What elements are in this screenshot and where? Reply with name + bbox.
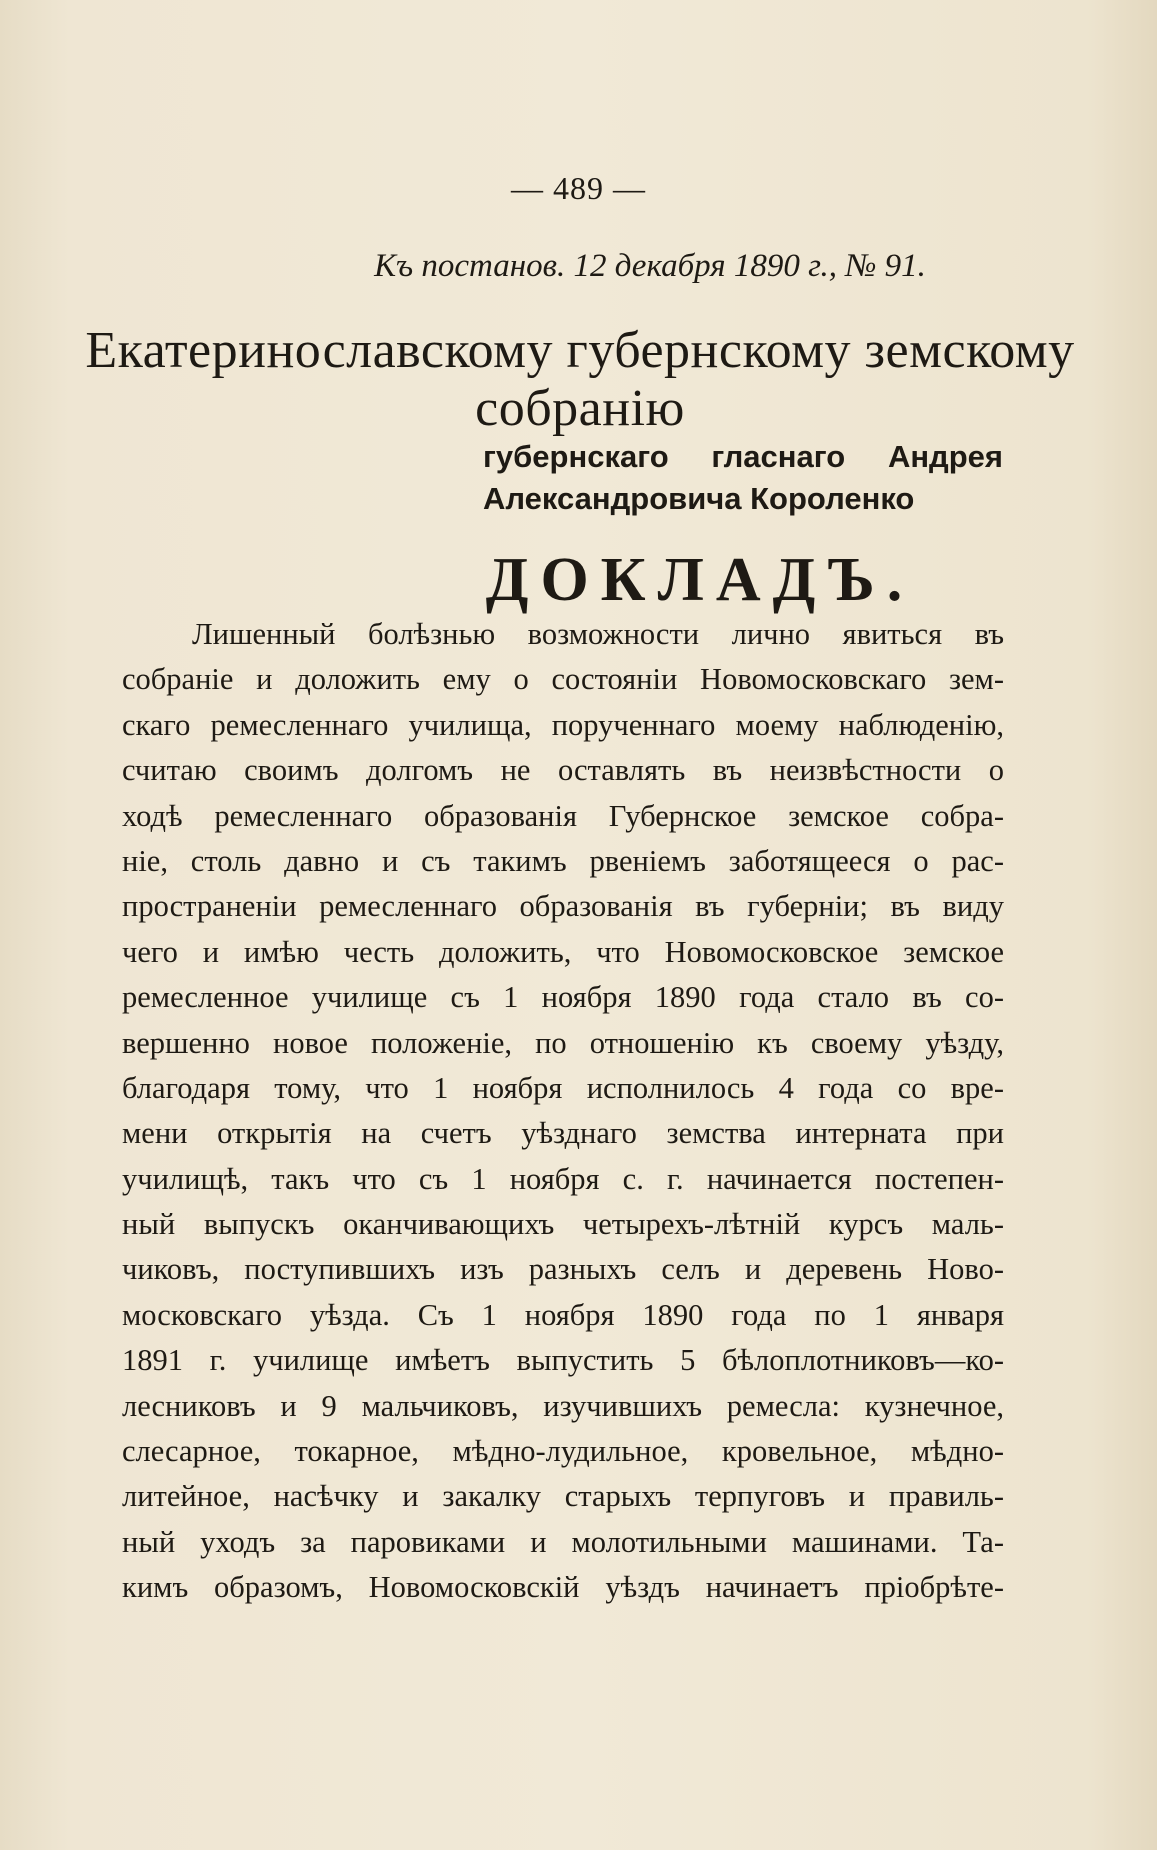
addressee-heading: Екатеринославскому губернскому земскому собранію <box>85 322 1075 437</box>
body-line: вершенно новое положеніе, по отношенію къ своему уѣзду, <box>122 1025 1004 1060</box>
body-line: лесниковъ и 9 мальчиковъ, изучившихъ ремесла: кузнечное, <box>122 1388 1004 1423</box>
body-line: ходѣ ремесленнаго образованія Губернское земское собра- <box>122 798 1004 833</box>
body-line: ный выпускъ оканчивающихъ четырехъ-лѣтній курсъ маль- <box>122 1207 1004 1242</box>
body-line: московскаго уѣзда. Съ 1 ноября 1890 года по 1 января <box>122 1297 1004 1332</box>
body-line: собраніе и доложить ему о состояніи Новомосковскаго зем- <box>122 662 1004 697</box>
body-line: чиковъ, поступившихъ изъ разныхъ селъ и деревень Ново- <box>122 1252 1004 1287</box>
body-line: Лишенный болѣзнью возможности лично явиться въ <box>192 617 1004 651</box>
document-title: ДОКЛАДЪ. <box>485 546 915 614</box>
body-line: ный уходъ за паровиками и молотильными машинами. Та- <box>122 1524 1004 1559</box>
body-line: скаго ремесленнаго училища, порученнаго моему наблюденію, <box>122 707 1004 742</box>
body-line: литейное, насѣчку и закалку старыхъ терпуговъ и правиль- <box>122 1479 1004 1514</box>
resolution-reference: Къ постанов. 12 декабря 1890 г., № 91. <box>374 248 926 284</box>
body-line: чего и имѣю честь доложить, что Новомосковское земское <box>122 934 1004 969</box>
body-line: мени открытія на счетъ уѣзднаго земства интерната при <box>122 1116 1004 1151</box>
body-line: слесарное, токарное, мѣдно-лудильное, кровельное, мѣдно- <box>122 1434 1004 1469</box>
author-line: губернскаго гласнаго Андрея Александровича Короленко <box>483 439 1003 516</box>
body-line: ніе, столь давно и съ такимъ рвеніемъ заботящееся о рас- <box>122 843 1004 878</box>
body-line: считаю своимъ долгомъ не оставлять въ неизвѣстности о <box>122 753 1004 788</box>
body-line: ремесленное училище съ 1 ноября 1890 года стало въ со- <box>122 980 1004 1015</box>
body-line: благодаря тому, что 1 ноября исполнилось 4 года со вре- <box>122 1070 1004 1105</box>
body-line: 1891 г. училище имѣетъ выпустить 5 бѣлоплотниковъ—ко- <box>122 1343 1004 1378</box>
body-line: пространеніи ремесленнаго образованія въ губерніи; въ виду <box>122 889 1004 924</box>
body-line: кимъ образомъ, Новомосковскій уѣздъ начинаетъ пріобрѣте- <box>122 1570 1004 1605</box>
body-line: училищѣ, такъ что съ 1 ноября с. г. начинается постепен- <box>122 1161 1004 1196</box>
body-text <box>122 612 1004 1611</box>
page-number: — 489 — <box>511 170 646 206</box>
